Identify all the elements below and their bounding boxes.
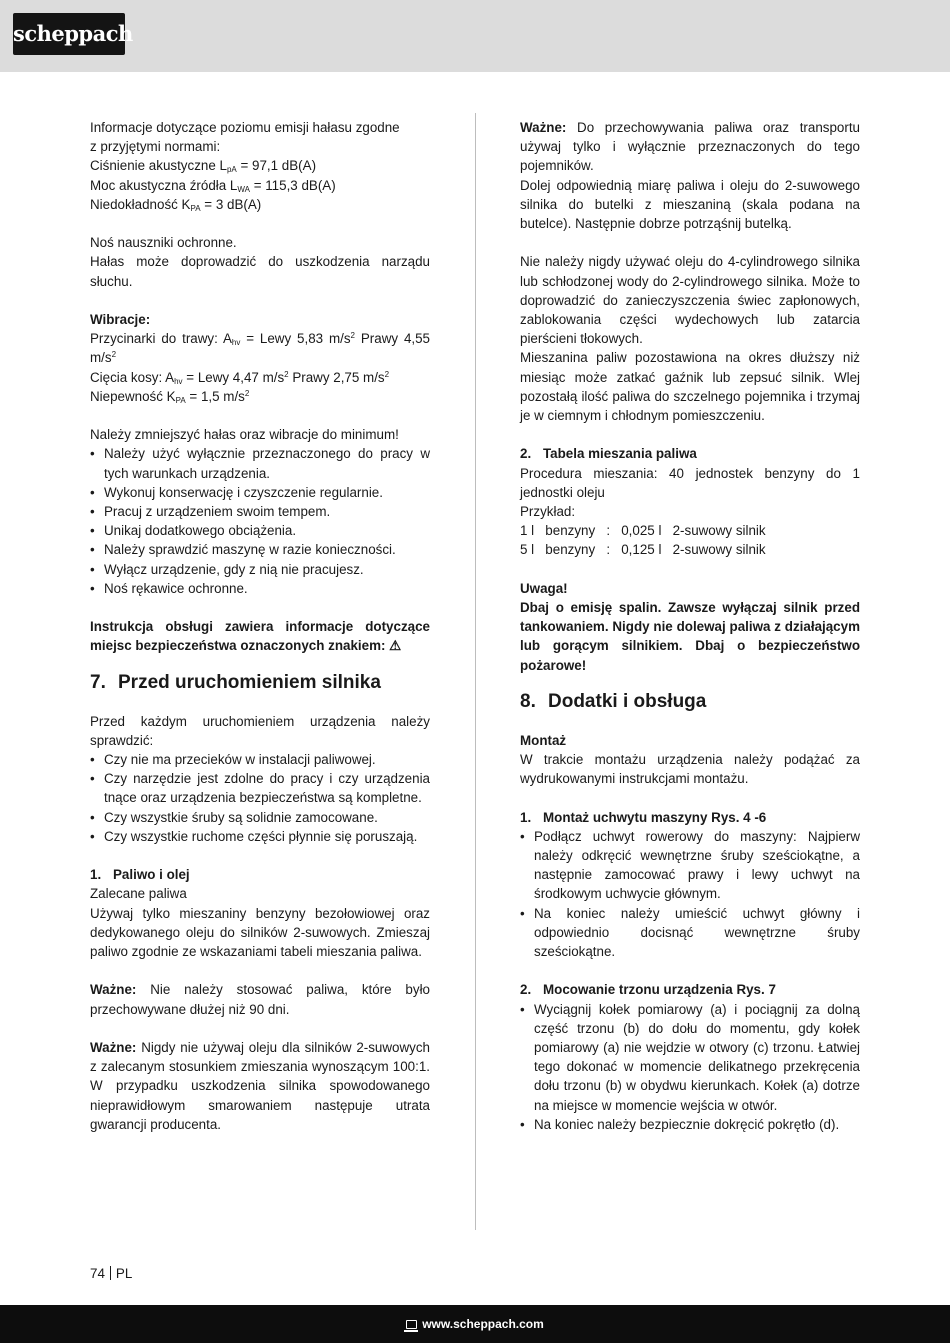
noise-value-row: Moc akustyczna źródła $L_{WA} = 115,3$ dB(A) (90, 177, 336, 194)
list-item: • Unikaj dodatkowego obciążenia. (90, 521, 430, 540)
important-note-oil-ratio: Ważne: Nigdy nie używaj oleju dla silników 2-suwowych z zalecanym stosunkiem zmieszania wynoszącym 100:1. W przypadku uszkodzenia silnika spowodowanego nieprawidłowym smarowaniem następuje utrata gwarancji producenta. (90, 1040, 430, 1132)
vibration-trimmer: Przycinarki do trawy: $A_{hv}$ = Lewy 5,83 $m/s^2$ Prawy 4,55 $m/s^2$ (90, 331, 431, 366)
list-item: • Na koniec należy bezpiecznie dokręcić pokrętło (d). (520, 1115, 860, 1134)
safety-symbol-note: Instrukcja obsługi zawiera informacje dotyczące miejsc bezpieczeństwa oznaczonych znakiem: ⚠ (90, 619, 430, 654)
noise-values (90, 156, 430, 214)
website-url: www.scheppach.com (422, 1317, 544, 1331)
dose-text: Dolej odpowiednią miarę paliwa i oleju do 2-suwowego silnika do butelki z mieszaniną (skala podana na butelce). Następnie dobrze potrząśnij butelką. (520, 177, 860, 232)
important-note-containers: Ważne: Do przechowywania paliwa oraz transportu używaj tylko i wyłącznie przeznaczonych do tego pojemników. (520, 120, 860, 174)
handle-mount-heading: 1. Montaż uchwytu maszyny Rys. 4 -6 (520, 809, 767, 825)
old-mix-text: Mieszanina paliw pozostawiona na okres dłuższy niż miesiąc może zatkać gaźnik lub zepsuć silnik. Wlej pozostałą ilość paliwa do szczelnego pojemnika i trzymaj je w ciemnym i chłodnym pomieszczeniu. (520, 350, 860, 424)
list-item: • Na koniec należy umieścić uchwyt główny i odpowiednio docisnąć wewnętrzne śruby sześciokątne. (520, 904, 860, 962)
footer-separator (110, 1266, 111, 1280)
caution-text: Dbaj o emisję spalin. Zawsze wyłączaj silnik przed tankowaniem. Nigdy nie dolewaj paliwa z działającym lub gorącym silnikiem. Dbaj o bezpieczeństwo pożarowe! (520, 600, 860, 673)
handle-mount-list (520, 827, 860, 961)
brand-logo (13, 13, 133, 55)
fuel-text: Używaj tylko mieszaniny benzyny bezołowiowej oraz dedykowanego oleju do silników 2-suwowych. Zmieszaj paliwo zgodnie ze wskazaniami tabeli mieszania paliwa. (90, 905, 430, 960)
mix-row: 1 l benzyny : 0,025 l 2-suwowy silnik (520, 523, 766, 539)
list-item: • Czy wszystkie ruchome części płynnie się poruszają. (90, 827, 430, 846)
page-number: 74 (90, 1266, 105, 1281)
mix-row: 5 l benzyny : 0,125 l 2-suwowy silnik (520, 542, 766, 558)
vibration-uncertainty: Niepewność $K_{PA} = 1,5$ $m/s^2$ (90, 388, 250, 405)
section-7-heading: 7. Przed uruchomieniem silnika (90, 671, 381, 693)
assembly-text: W trakcie montażu urządzenia należy podążać za wydrukowanymi instrukcjami montażu. (520, 752, 860, 787)
reduce-list (90, 444, 430, 598)
page-footer (90, 1264, 132, 1283)
shaft-mount-heading: 2. Mocowanie trzonu urządzenia Rys. 7 (520, 982, 776, 998)
list-item: • Należy sprawdzić maszynę w razie konieczności. (90, 540, 430, 559)
mix-table-heading: 2. Tabela mieszania paliwa (520, 446, 697, 462)
check-intro: Przed każdym uruchomieniem urządzenia należy sprawdzić: (90, 713, 430, 748)
language-code: PL (115, 1266, 133, 1281)
check-list (90, 750, 430, 846)
fuel-oil-heading: 1. Paliwo i olej (90, 867, 190, 883)
noise-intro: Informacje dotyczące poziomu emisji hałasu zgodne z przyjętymi normami: (90, 120, 400, 155)
list-item: • Noś rękawice ochronne. (90, 579, 430, 598)
never-oil-text: Nie należy nigdy używać oleju do 4-cylindrowego silnika lub schłodzonej wody do 2-cylindrowego silnika. Może to doprowadzić do zanieczyszczenia świec zapłonowych, zablokowania części wydechowych lub zatarcia pierścieni tłokowych. (520, 254, 860, 347)
header-bar (0, 0, 950, 72)
mix-procedure: Procedura mieszania: 40 jednostek benzyny do 1 jednostki oleju (520, 465, 860, 500)
list-item: • Wyłącz urządzenie, gdy z nią nie pracujesz. (90, 560, 430, 579)
vibration-heading: Wibracje: (90, 312, 151, 327)
reduce-heading: Należy zmniejszyć hałas oraz wibracje do minimum! (90, 427, 399, 443)
list-item: • Należy użyć wyłącznie przeznaczonego do pracy w tych warunkach urządzenia. (90, 444, 430, 482)
list-item: • Czy nie ma przecieków w instalacji paliwowej. (90, 750, 430, 769)
caution-heading: Uwaga! (520, 580, 568, 596)
list-item: • Podłącz uchwyt rowerowy do maszyny: Najpierw należy odkręcić wewnętrzne śruby sześciokątne, a następnie zamocować prawy i lewy uchwyt na środkowym uchwycie głównym. (520, 827, 860, 904)
important-note-storage-age: Ważne: Nie należy stosować paliwa, które było przechowywane dłużej niż 90 dni. (90, 982, 430, 1017)
logo-text: scheppach (13, 21, 133, 46)
assembly-heading: Montaż (520, 732, 567, 748)
noise-value-row: Niedokładność $K_{PA} = 3$ dB(A) (90, 196, 262, 213)
bottom-bar (0, 1305, 950, 1343)
noise-value-row: Ciśnienie akustyczne $L_{pA} = 97,1$ dB(A) (90, 158, 317, 175)
ear-protection-note: Noś nauszniki ochronne. (90, 235, 237, 251)
vibration-scythe: Cięcia kosy: $A_{hv}$ = Lewy 4,47 $m/s^2$ Prawy 2,75 $m/s^2$ (90, 369, 390, 386)
list-item: • Wyciągnij kołek pomiarowy (a) i pociągnij za dolną część trzonu (b) do dołu do momentu, gdy kołek pomiarowy (a) nie wejdzie w otwory (c) trzonu. Łatwiej tego dokonać w momencie delikatnego przekręcenia dołu trzonu (b) w obydwu kierunkach. Kołek (a) dotrze na miejsce w momencie wejścia w otwór. (520, 1000, 860, 1115)
computer-icon (406, 1320, 417, 1329)
list-item: • Czy narzędzie jest zdolne do pracy i czy urządzenia tnące oraz urządzenia bezpieczeństwa są kompletne. (90, 769, 430, 807)
column-divider (475, 113, 476, 1230)
hearing-damage-note: Hałas może doprowadzić do uszkodzenia narządu słuchu. (90, 254, 430, 289)
list-item: • Pracuj z urządzeniem swoim tempem. (90, 502, 430, 521)
example-label: Przykład: (520, 504, 576, 520)
right-column (520, 118, 860, 1134)
website-link[interactable] (0, 1315, 950, 1333)
list-item: • Czy wszystkie śruby są solidnie zamocowane. (90, 808, 430, 827)
section-8-heading: 8. Dodatki i obsługa (520, 690, 707, 712)
list-item: • Wykonuj konserwację i czyszczenie regularnie. (90, 483, 430, 502)
fuel-recommended: Zalecane paliwa (90, 886, 187, 902)
shaft-mount-list (520, 1000, 860, 1134)
left-column (90, 118, 430, 1134)
